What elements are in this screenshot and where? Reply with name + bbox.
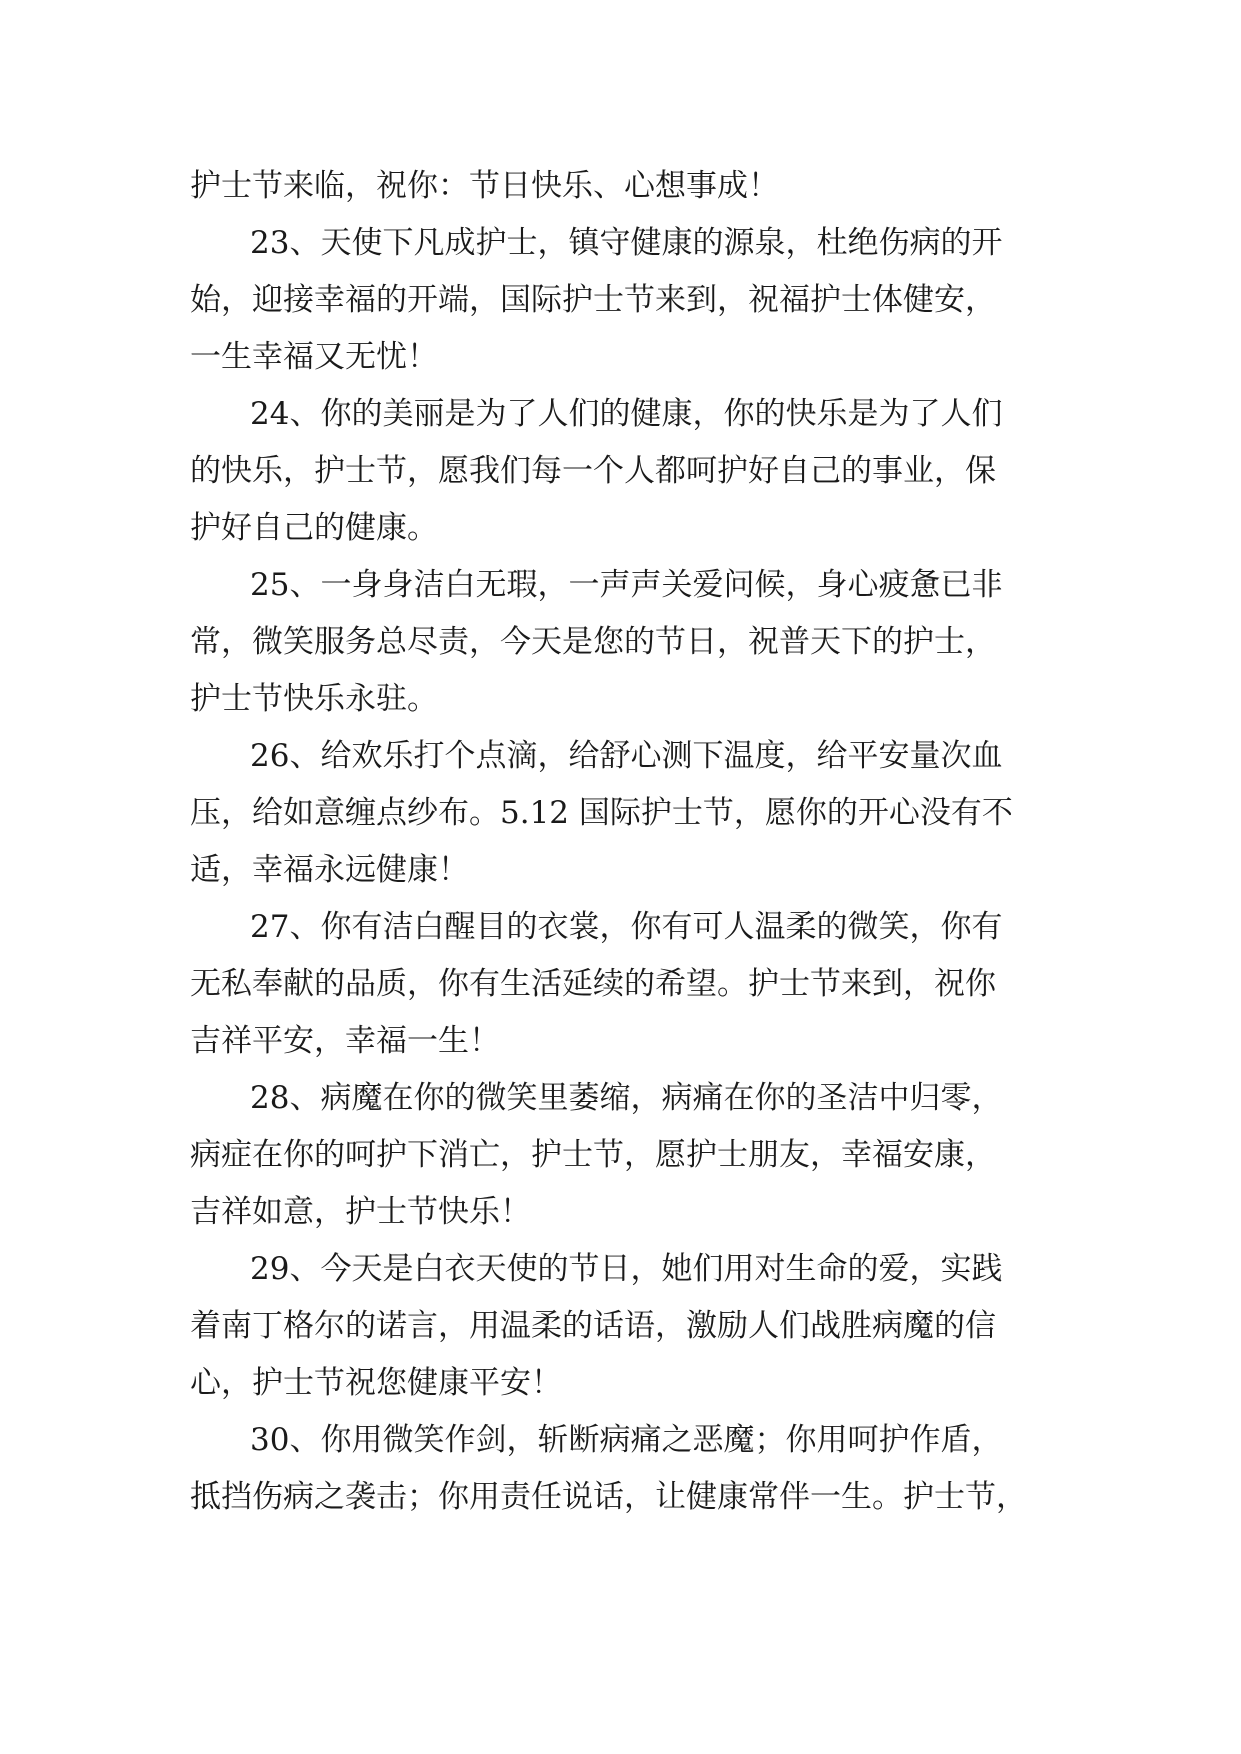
text-line bbox=[0, 1069, 1241, 1127]
line-text: 25、一身身洁白无瑕，一声声关爱问候，身心疲惫已非 bbox=[250, 567, 1003, 603]
line-text: 适，幸福永远健康！ bbox=[190, 852, 469, 888]
text-line bbox=[0, 442, 1241, 500]
text-line bbox=[0, 1354, 1241, 1412]
line-text: 27、你有洁白醒目的衣裳，你有可人温柔的微笑，你有 bbox=[250, 909, 1003, 945]
text-line bbox=[0, 1012, 1241, 1070]
line-text: 着南丁格尔的诺言，用温柔的话语，激励人们战胜病魔的信 bbox=[190, 1308, 996, 1344]
line-text: 常，微笑服务总尽责，今天是您的节日，祝普天下的护士， bbox=[190, 624, 996, 660]
line-text: 23、天使下凡成护士，镇守健康的源泉，杜绝伤病的开 bbox=[250, 225, 1003, 261]
text-line bbox=[0, 784, 1241, 842]
text-line bbox=[0, 1240, 1241, 1298]
text-line bbox=[0, 1297, 1241, 1355]
line-text: 护士节快乐永驻。 bbox=[190, 681, 438, 717]
line-text: 吉祥如意，护士节快乐！ bbox=[190, 1194, 531, 1230]
line-text: 压，给如意缠点纱布。5.12 国际护士节，愿你的开心没有不 bbox=[190, 795, 1013, 831]
line-text: 无私奉献的品质，你有生活延续的希望。护士节来到，祝你 bbox=[190, 966, 996, 1002]
line-text: 心，护士节祝您健康平安！ bbox=[190, 1365, 562, 1401]
line-text: 的快乐，护士节，愿我们每一个人都呵护好自己的事业，保 bbox=[190, 453, 996, 489]
text-line bbox=[0, 556, 1241, 614]
line-text: 病症在你的呵护下消亡，护士节，愿护士朋友，幸福安康， bbox=[190, 1137, 996, 1173]
text-line bbox=[0, 1468, 1241, 1526]
text-line bbox=[0, 898, 1241, 956]
line-text: 始，迎接幸福的开端，国际护士节来到，祝福护士体健安， bbox=[190, 282, 996, 318]
text-line bbox=[0, 841, 1241, 899]
text-line bbox=[0, 499, 1241, 557]
text-line bbox=[0, 271, 1241, 329]
text-line bbox=[0, 955, 1241, 1013]
text-line bbox=[0, 157, 1241, 215]
text-line bbox=[0, 385, 1241, 443]
line-text: 28、病魔在你的微笑里萎缩，病痛在你的圣洁中归零， bbox=[250, 1080, 1003, 1116]
text-line bbox=[0, 1126, 1241, 1184]
text-line bbox=[0, 214, 1241, 272]
text-line bbox=[0, 613, 1241, 671]
text-line bbox=[0, 670, 1241, 728]
text-line bbox=[0, 727, 1241, 785]
text-line bbox=[0, 1411, 1241, 1469]
line-text: 一生幸福又无忧！ bbox=[190, 339, 438, 375]
line-text: 29、今天是白衣天使的节日，她们用对生命的爱，实践 bbox=[250, 1251, 1003, 1287]
line-text: 26、给欢乐打个点滴，给舒心测下温度，给平安量次血 bbox=[250, 738, 1003, 774]
text-line bbox=[0, 1183, 1241, 1241]
line-text: 护士节来临，祝你：节日快乐、心想事成！ bbox=[190, 168, 779, 204]
line-text: 吉祥平安，幸福一生！ bbox=[190, 1023, 500, 1059]
text-line bbox=[0, 328, 1241, 386]
line-text: 护好自己的健康。 bbox=[190, 510, 438, 546]
line-text: 30、你用微笑作剑，斩断病痛之恶魔；你用呵护作盾， bbox=[250, 1422, 1003, 1458]
line-text: 24、你的美丽是为了人们的健康，你的快乐是为了人们 bbox=[250, 396, 1003, 432]
line-text: 抵挡伤病之袭击；你用责任说话，让健康常伴一生。护士节， bbox=[190, 1479, 1027, 1515]
